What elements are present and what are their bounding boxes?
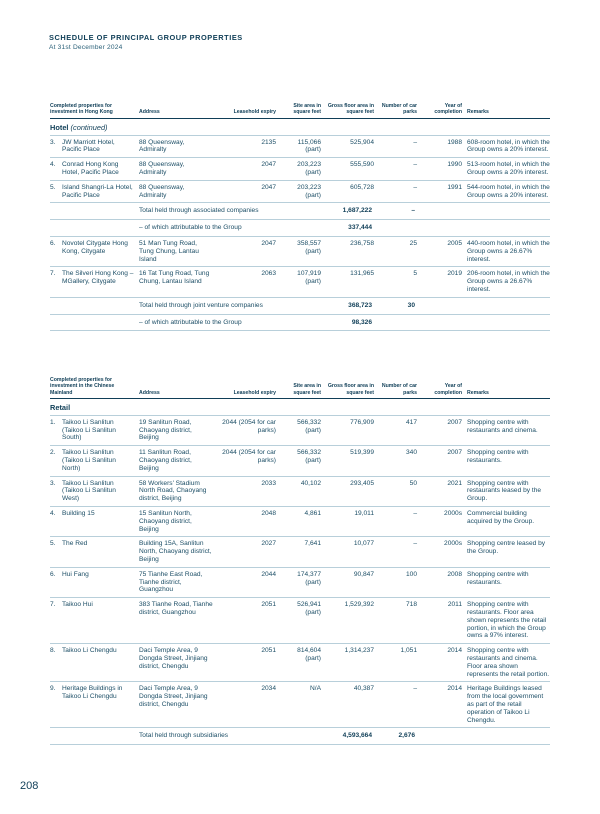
property-row: [50, 267, 550, 297]
page-date: At 31st December 2024: [49, 44, 123, 51]
attributable-gfa: 337,444: [348, 224, 372, 232]
cn-column-header: [50, 377, 550, 399]
property-number: 9.: [50, 685, 56, 693]
property-row: [50, 537, 550, 567]
col-gfa: Gross floor area in square feet: [327, 103, 374, 116]
col-remarks: Remarks: [467, 109, 489, 116]
total-car-parks: 2,676: [398, 732, 415, 740]
cn-retail-rows: [50, 416, 550, 729]
gross-floor-area: 40,387: [353, 685, 374, 693]
gross-floor-area: 519,399: [350, 449, 374, 457]
total-gfa: 1,687,222: [342, 207, 372, 215]
year-of-completion: 2011: [447, 601, 462, 609]
total-label: Total held through associated companies: [139, 207, 259, 215]
col-gfa: Gross floor area in square feet: [327, 383, 374, 396]
total-gfa: 368,723: [348, 301, 372, 309]
gross-floor-area: 131,965: [350, 270, 374, 278]
site-area: 814,604 (part): [297, 647, 321, 663]
remarks: Commercial building acquired by the Group.: [467, 510, 535, 525]
property-name: Taikoo Li Sanlitun (Taikoo Li Sanlitun West): [62, 479, 116, 503]
gross-floor-area: 1,314,237: [344, 647, 374, 655]
property-address: 88 Queensway, Admiralty: [139, 183, 185, 199]
property-name: Hui Fang: [62, 570, 89, 578]
site-area: 203,223 (part): [297, 161, 321, 176]
col-address: Address: [139, 109, 160, 116]
remarks: Shopping centre with restaurants and cinema.: [467, 418, 538, 434]
attributable-gfa: 98,326: [351, 318, 372, 326]
year-of-completion: 2021: [447, 479, 462, 487]
hong-kong-properties-section: [50, 103, 550, 331]
attributable-row-joint-venture: [50, 315, 550, 332]
property-number: 5.: [50, 183, 56, 191]
car-parks: –: [413, 685, 417, 693]
leasehold-expiry: 2051: [261, 647, 276, 655]
car-parks: –: [413, 138, 417, 146]
property-address: 58 Workers' Stadium North Road, Chaoyang district, Beijing: [139, 479, 207, 503]
site-area: 4,861: [304, 510, 321, 518]
page-number: 208: [20, 780, 39, 792]
remarks: 440-room hotel, in which the Group owns a 26.67% interest.: [467, 239, 550, 263]
property-number: 4.: [50, 161, 56, 169]
remarks: 608-room hotel, in which the Group owns a 20% interest.: [467, 138, 550, 154]
car-parks: 100: [405, 570, 417, 578]
property-name-cell: [50, 571, 134, 594]
year-of-completion: 2014: [447, 685, 462, 693]
leasehold-expiry: 2051: [261, 601, 276, 609]
property-address: 15 Sanlitun North, Chaoyang district, Beijing: [139, 510, 192, 533]
year-of-completion: 2000s: [444, 510, 462, 518]
property-number: 4.: [50, 510, 56, 518]
property-address: 75 Tianhe East Road, Tianhe district, Guangzhou: [139, 570, 203, 594]
property-name-cell: [50, 685, 134, 724]
gross-floor-area: 776,909: [350, 418, 374, 426]
leasehold-expiry: 2044: [261, 570, 276, 578]
property-row: [50, 181, 550, 204]
gross-floor-area: 90,847: [353, 570, 374, 578]
property-name-cell: [50, 270, 134, 293]
col-expiry: Leasehold expiry: [233, 389, 276, 396]
gross-floor-area: 236,758: [350, 239, 374, 247]
chinese-mainland-properties-section: [50, 377, 550, 745]
property-row: [50, 568, 550, 598]
property-row: [50, 477, 550, 507]
car-parks: 5: [413, 270, 417, 278]
property-address: Building 15A, Sanlitun North, Chaoyang district, Beijing: [139, 540, 212, 564]
remarks: 513-room hotel, in which the Group owns a 20% interest.: [467, 161, 550, 176]
attributable-label: – of which attributable to the Group: [139, 224, 242, 232]
property-address: 383 Tianhe Road, Tianhe district, Guangzhou: [139, 601, 213, 617]
col-year: Year of completion: [434, 103, 462, 116]
site-area: N/A: [310, 685, 321, 693]
property-row: [50, 158, 550, 181]
year-of-completion: 2000s: [444, 540, 462, 548]
car-parks: 25: [409, 239, 417, 247]
property-name: The Red: [62, 540, 88, 548]
gross-floor-area: 555,590: [350, 161, 374, 169]
col-property: Completed properties for investment in Hong Kong: [50, 103, 113, 116]
car-parks: 417: [405, 418, 417, 426]
property-name: Island Shangri-La Hotel, Pacific Place: [62, 183, 133, 199]
total-label: Total held through subsidiaries: [139, 732, 229, 740]
leasehold-expiry: 2047: [261, 161, 276, 169]
property-row: [50, 446, 550, 476]
property-row: [50, 416, 550, 446]
year-of-completion: 1991: [447, 183, 462, 191]
site-area: 107,919 (part): [297, 270, 321, 286]
car-parks: –: [413, 540, 417, 548]
car-parks: 718: [405, 601, 417, 609]
property-address: 16 Tat Tung Road, Tung Chung, Lantau Island: [139, 270, 210, 286]
total-label: Total held through joint venture companies: [139, 301, 263, 309]
year-of-completion: 2007: [447, 449, 462, 457]
gross-floor-area: 525,904: [350, 138, 374, 146]
property-name: Taikoo Hui: [62, 601, 93, 609]
leasehold-expiry: 2034: [261, 685, 276, 693]
property-address: 51 Man Tung Road, Tung Chung, Lantau Island: [139, 239, 199, 263]
leasehold-expiry: 2044 (2054 for car parks): [222, 418, 276, 434]
year-of-completion: 2014: [447, 647, 462, 655]
property-name-cell: [50, 510, 134, 533]
leasehold-expiry: 2047: [261, 239, 276, 247]
property-row: [50, 136, 550, 159]
year-of-completion: 2007: [447, 418, 462, 426]
group-label: Retail: [50, 402, 71, 412]
group-heading-hotel: [50, 119, 550, 136]
remarks: Shopping centre with restaurants. Floor area shown represents the retail portion, in which the Group owns a 97% interest.: [467, 601, 547, 640]
col-car-parks: Number of car parks: [381, 383, 417, 396]
property-address: 19 Sanlitun Road, Chaoyang district, Beijing: [139, 418, 192, 442]
site-area: 526,941 (part): [297, 601, 321, 617]
property-name-cell: [50, 161, 134, 177]
attributable-row-associated: [50, 220, 550, 237]
total-car-parks: 30: [407, 301, 415, 309]
year-of-completion: 2005: [447, 239, 462, 247]
car-parks: –: [413, 510, 417, 518]
car-parks: –: [413, 161, 417, 169]
property-name-cell: [50, 139, 134, 155]
gross-floor-area: 293,405: [350, 479, 374, 487]
remarks: 544-room hotel, in which the Group owns a 20% interest.: [467, 183, 550, 199]
car-parks: –: [413, 183, 417, 191]
property-name: Taikoo Li Chengdu: [62, 647, 117, 655]
site-area: 115,066 (part): [297, 138, 321, 154]
total-row-joint-venture: [50, 298, 550, 315]
site-area: 174,377 (part): [297, 570, 321, 586]
property-row: [50, 237, 550, 267]
col-car-parks: Number of car parks: [381, 103, 417, 116]
property-name-cell: [50, 240, 134, 263]
col-site-area: Site area in square feet: [293, 383, 321, 396]
property-address: 11 Sanlitun Road, Chaoyang district, Beijing: [139, 449, 192, 472]
car-parks: 50: [409, 479, 417, 487]
property-number: 7.: [50, 270, 56, 278]
remarks: Shopping centre with restaurants.: [467, 449, 529, 465]
site-area: 358,557 (part): [297, 239, 321, 255]
property-name: Taikoo Li Sanlitun (Taikoo Li Sanlitun South): [62, 418, 116, 442]
gross-floor-area: 19,011: [354, 510, 374, 518]
gross-floor-area: 1,529,392: [344, 601, 374, 609]
leasehold-expiry: 2033: [261, 479, 276, 487]
property-name: Conrad Hong Kong Hotel, Pacific Place: [62, 161, 119, 176]
leasehold-expiry: 2044 (2054 for car parks): [222, 449, 276, 465]
leasehold-expiry: 2048: [261, 510, 276, 518]
property-number: 6.: [50, 570, 56, 578]
site-area: 203,223 (part): [297, 183, 321, 199]
gross-floor-area: 10,077: [353, 540, 374, 548]
hk-column-header: [50, 103, 550, 119]
group-label: Hotel: [50, 122, 69, 132]
property-number: 5.: [50, 540, 56, 548]
property-row: [50, 682, 550, 728]
year-of-completion: 2019: [447, 270, 462, 278]
site-area: 566,332 (part): [297, 418, 321, 434]
col-address: Address: [139, 389, 160, 396]
property-address: 88 Queensway, Admiralty: [139, 138, 185, 154]
remarks: Heritage Buildings leased from the local government as part of the retail operation of Taikoo Li Chengdu.: [467, 685, 544, 724]
group-suffix: (continued): [70, 122, 108, 132]
attributable-label: – of which attributable to the Group: [139, 318, 242, 326]
leasehold-expiry: 2027: [261, 540, 276, 548]
total-gfa: 4,593,664: [342, 732, 372, 740]
property-name: Building 15: [62, 510, 95, 518]
col-site-area: Site area in square feet: [293, 103, 321, 116]
group-heading-retail: [50, 399, 550, 416]
year-of-completion: 2008: [447, 570, 462, 578]
property-address: Daci Temple Area, 9 Dongda Street, Jinjiang district, Chengdu: [139, 685, 208, 708]
site-area: 40,102: [300, 479, 321, 487]
property-name: JW Marriott Hotel, Pacific Place: [62, 138, 115, 154]
car-parks: 1,051: [400, 647, 417, 655]
remarks: Shopping centre leased by the Group.: [467, 540, 546, 556]
hk-hotel-rows-associated: [50, 136, 550, 204]
page-title: SCHEDULE OF PRINCIPAL GROUP PROPERTIES: [49, 33, 243, 42]
property-name: The Silveri Hong Kong – MGallery, Citygate: [62, 270, 134, 286]
property-address: 88 Queensway, Admiralty: [139, 161, 185, 176]
property-name: Novotel Citygate Hong Kong, Citygate: [62, 239, 128, 255]
property-name-cell: [50, 449, 134, 472]
property-number: 2.: [50, 449, 56, 457]
property-row: [50, 644, 550, 682]
site-area: 7,641: [304, 540, 321, 548]
year-of-completion: 1988: [447, 138, 462, 146]
property-name: Taikoo Li Sanlitun (Taikoo Li Sanlitun North): [62, 449, 116, 472]
property-row: [50, 598, 550, 644]
col-expiry: Leasehold expiry: [233, 109, 276, 116]
remarks: 206-room hotel, in which the Group owns a 26.67% interest.: [467, 270, 550, 293]
property-name-cell: [50, 480, 134, 503]
property-address: Daci Temple Area, 9 Dongda Street, Jinjiang district, Chengdu: [139, 647, 208, 670]
remarks: Shopping centre with restaurants.: [467, 570, 529, 586]
col-year: Year of completion: [434, 383, 462, 396]
property-name-cell: [50, 419, 134, 442]
property-name-cell: [50, 601, 134, 640]
car-parks: 340: [405, 449, 417, 457]
property-number: 7.: [50, 601, 56, 609]
property-number: 3.: [50, 479, 56, 487]
total-row-subsidiaries: [50, 728, 550, 745]
year-of-completion: 1990: [447, 161, 462, 169]
property-number: 3.: [50, 138, 56, 146]
property-row: [50, 507, 550, 537]
gross-floor-area: 605,728: [350, 183, 374, 191]
leasehold-expiry: 2135: [261, 138, 276, 146]
property-name-cell: [50, 184, 134, 200]
property-number: 1.: [50, 418, 56, 426]
remarks: Shopping centre with restaurants and cinema. Floor area shown represents the retail portion.: [467, 647, 550, 678]
site-area: 566,332 (part): [297, 449, 321, 465]
total-row-associated: [50, 203, 550, 220]
leasehold-expiry: 2063: [261, 270, 276, 278]
total-car-parks: –: [411, 207, 415, 215]
remarks: Shopping centre with restaurants leased by the Group.: [467, 479, 542, 503]
property-number: 6.: [50, 239, 56, 247]
leasehold-expiry: 2047: [261, 183, 276, 191]
col-remarks: Remarks: [467, 389, 489, 396]
col-property: Completed properties for investment in the Chinese Mainland: [50, 377, 115, 396]
hk-hotel-rows-joint-venture: [50, 237, 550, 298]
property-name: Heritage Buildings in Taikoo Li Chengdu: [62, 685, 123, 701]
property-name-cell: [50, 540, 134, 563]
property-number: 8.: [50, 647, 56, 655]
property-name-cell: [50, 647, 134, 678]
